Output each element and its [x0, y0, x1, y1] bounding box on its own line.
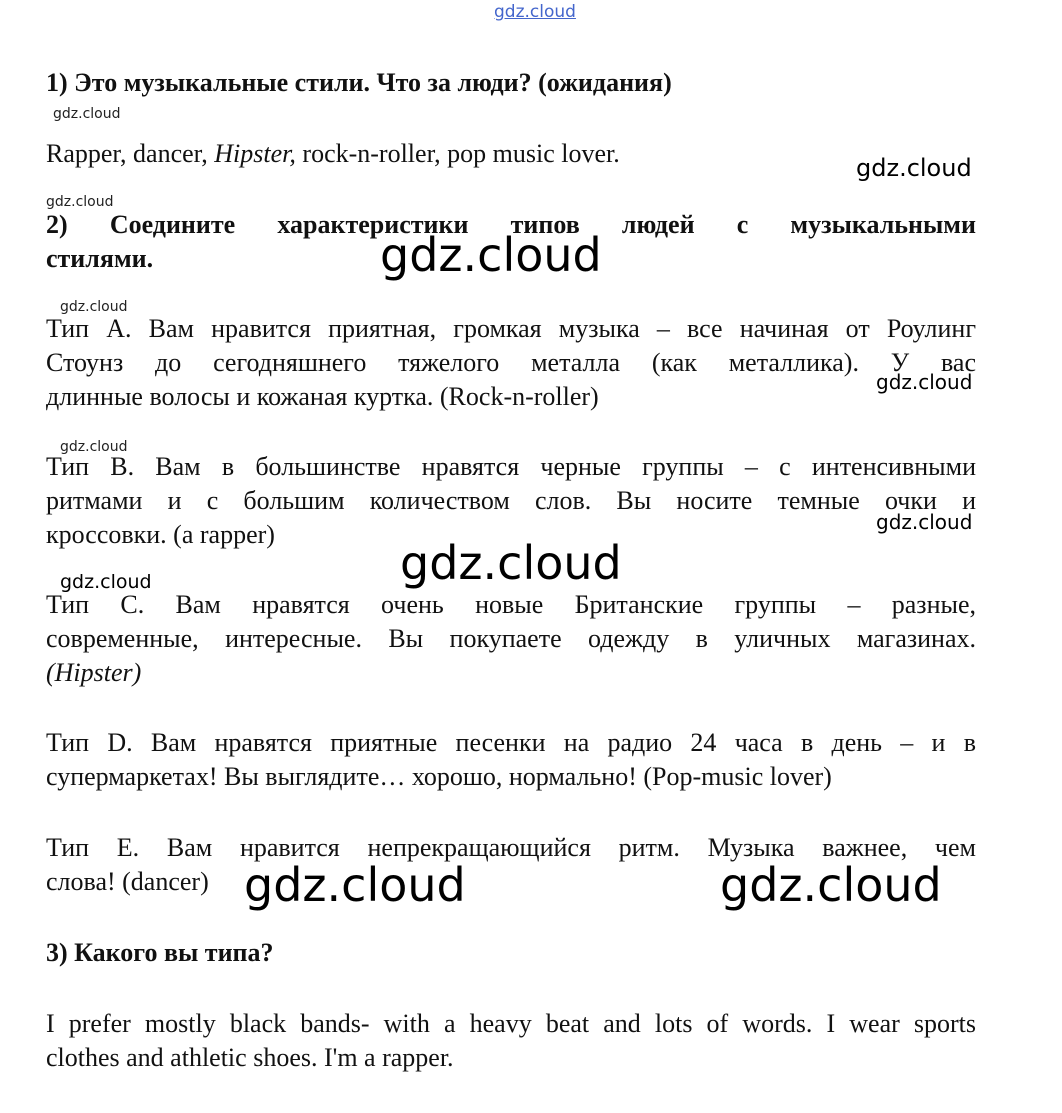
watermark: gdz.cloud — [720, 858, 942, 912]
section-3-heading: 3) Какого вы типа? — [46, 938, 274, 967]
section-3-answer — [46, 1007, 976, 1075]
type-a-line2: Стоунз до сегодняшнего тяжелого металла (как металлика). У вас — [46, 348, 976, 377]
watermark: gdz.cloud — [876, 370, 973, 394]
styles-text-c: rock-n-roller, pop music lover. — [295, 139, 620, 168]
type-a-line1: Тип A. Вам нравится приятная, громкая музыка – все начиная от Роулинг — [46, 314, 976, 343]
type-d-paragraph — [46, 726, 976, 794]
type-c-line2: современные, интересные. Вы покупаете одежду в уличных магазинах. — [46, 624, 976, 653]
type-e-paragraph — [46, 831, 976, 899]
section-2-heading-line1: 2) Соедините характеристики типов людей с музыкальными — [46, 210, 976, 239]
type-c-line1: Тип C. Вам нравятся очень новые Британские группы – разные, — [46, 590, 976, 619]
watermark: gdz.cloud — [60, 571, 152, 593]
type-d-line1: Тип D. Вам нравятся приятные песенки на радио 24 часа в день – и в — [46, 728, 976, 757]
watermark: gdz.cloud — [380, 228, 602, 282]
type-a-line3: длинные волосы и кожаная куртка. (Rock-n-roller) — [46, 382, 599, 411]
answer-line1: I prefer mostly black bands- with a heavy beat and lots of words. I wear sports — [46, 1009, 976, 1038]
type-c-line3: (Hipster) — [46, 658, 142, 687]
watermark-top-link[interactable]: gdz.cloud — [494, 2, 576, 22]
type-b-line1: Тип B. Вам в большинстве нравятся черные группы – с интенсивными — [46, 452, 976, 481]
watermark: gdz.cloud — [244, 858, 466, 912]
watermark: gdz.cloud — [53, 106, 121, 122]
answer-line2: clothes and athletic shoes. I'm a rapper. — [46, 1043, 454, 1072]
type-b-paragraph — [46, 450, 976, 552]
section-2-heading-line2: стилями. — [46, 244, 154, 273]
watermark: gdz.cloud — [46, 194, 114, 210]
type-e-line2: слова! (dancer) — [46, 867, 209, 896]
type-b-line3: кроссовки. (a rapper) — [46, 520, 275, 549]
styles-text-hipster: Hipster, — [214, 139, 296, 168]
watermark: gdz.cloud — [876, 510, 973, 534]
type-e-line1: Тип E. Вам нравится непрекращающийся ритм. Музыка важнее, чем — [46, 833, 976, 862]
type-d-line2: супермаркетах! Вы выглядите… хорошо, нормально! (Pop-music lover) — [46, 762, 832, 791]
watermark: gdz.cloud — [60, 439, 128, 455]
section-1-heading: 1) Это музыкальные стили. Что за люди? (ожидания) — [46, 68, 672, 97]
type-b-line2: ритмами и с большим количеством слов. Вы носите темные очки и — [46, 486, 976, 515]
watermark: gdz.cloud — [400, 536, 622, 590]
styles-text-a: Rapper, dancer, — [46, 139, 215, 168]
watermark: gdz.cloud — [60, 299, 128, 315]
section-1-text — [46, 137, 976, 171]
type-a-paragraph — [46, 312, 976, 414]
section-2-heading — [46, 208, 976, 276]
type-c-paragraph — [46, 588, 976, 690]
watermark: gdz.cloud — [856, 154, 972, 182]
